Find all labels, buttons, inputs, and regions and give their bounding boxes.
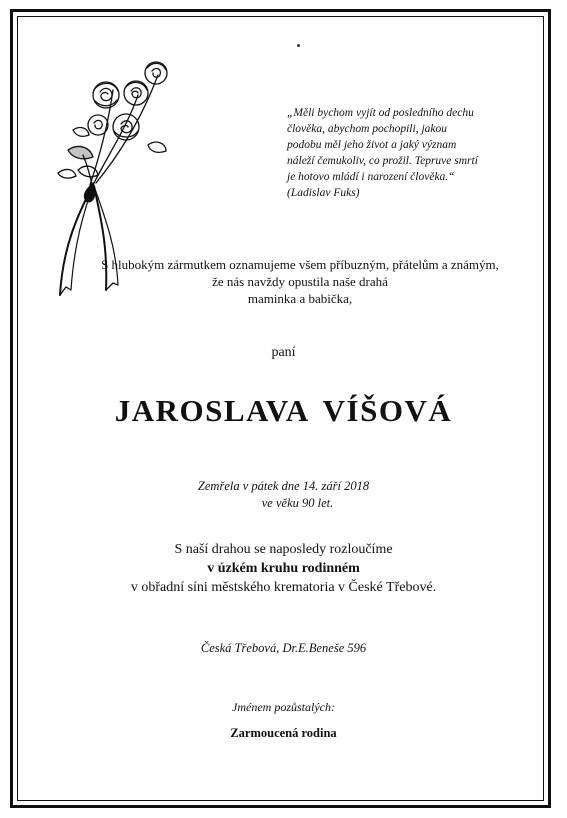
death-date: Zemřela v pátek dne 14. září 2018	[197, 479, 370, 493]
announcement-line: maminka a babička,	[247, 291, 353, 306]
quote-line: „Měli bychom vyjít od posledního dechu	[287, 107, 474, 119]
title-prefix: paní	[271, 345, 296, 360]
family-signature: Zarmoucená rodina	[230, 726, 337, 740]
address: Česká Třebová, Dr.E.Beneše 596	[200, 641, 367, 655]
farewell-location: v obřadní síni městského krematoria v České Třebové.	[130, 580, 437, 595]
deceased-name: JAROSLAVA VÍŠOVÁ	[114, 393, 453, 428]
quote-line: je hotovo mládí i narození člověka.“	[287, 171, 455, 183]
death-age: ve věku 90 let.	[261, 496, 334, 510]
farewell-info	[0, 540, 567, 597]
death-info	[0, 478, 567, 512]
announcement-line: že nás navždy opustila naše drahá	[212, 274, 388, 289]
farewell-private: v úzkém kruhu rodinném	[207, 561, 360, 576]
farewell-line: S naší drahou se naposledy rozloučíme	[174, 542, 393, 557]
quote-block	[287, 105, 527, 201]
quote-line: podobu měl jeho život a jaký význam	[287, 139, 457, 151]
quote-line: náleží čemukoliv, co prožil. Tepruve smrtí	[287, 155, 478, 167]
quote-author: (Ladislav Fuks)	[287, 187, 360, 199]
speck	[297, 44, 300, 47]
announcement-text	[100, 256, 500, 307]
announcement-line: S hlubokým zármutkem oznamujeme všem příbuzným, přátelům a známým,	[101, 257, 499, 272]
behalf-label: Jménem pozůstalých:	[232, 700, 335, 714]
quote-line: člověka, abychom pochopili, jakou	[287, 123, 447, 135]
